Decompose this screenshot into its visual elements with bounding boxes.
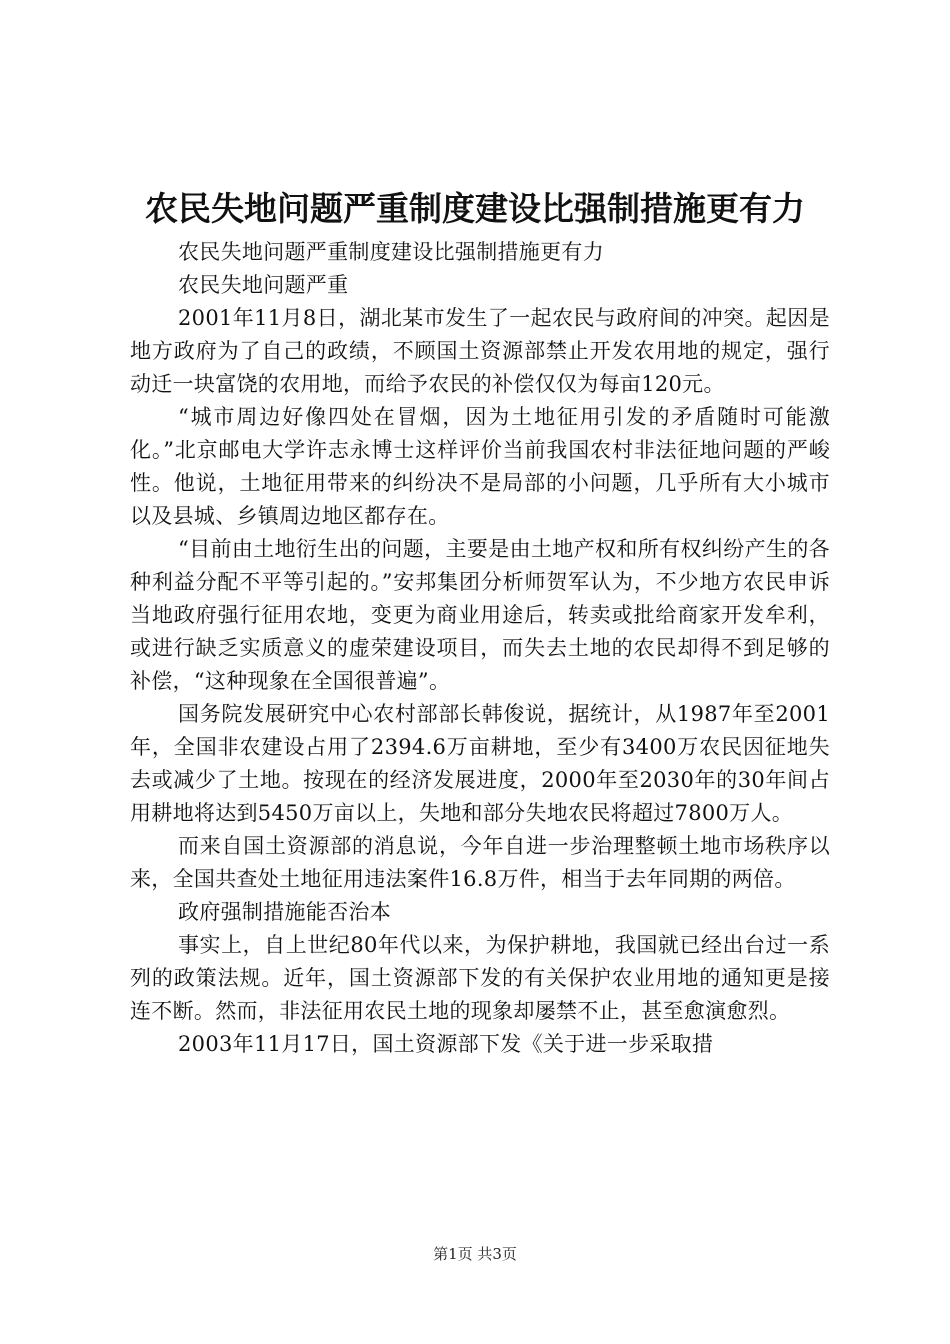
paragraph: 国务院发展研究中心农村部部长韩俊说，据统计，从1987年至2001年，全国非农建设占用了2394.6万亩耕地，至少有3400万农民因征地失去或减少了土地。按现在的经济发展进度，2000年至2030年的30年间占用耕地将达到5450万亩以上，失地和部分失地农民将超过7800万人。 <box>130 702 830 825</box>
document-body <box>130 236 830 1061</box>
page-footer: 第1页 共3页 <box>433 1245 517 1263</box>
paragraph: “城市周边好像四处在冒烟，因为土地征用引发的矛盾随时可能激化。”北京邮电大学许志永博士这样评价当前我国农村非法征地问题的严峻性。他说，土地征用带来的纠纷决不是局部的小问题，几乎所有大小城市以及县城、乡镇周边地区都存在。 <box>130 405 830 528</box>
document-title: 农民失地问题严重制度建设比强制措施更有力 <box>145 189 805 228</box>
paragraph: 2001年11月8日，湖北某市发生了一起农民与政府间的冲突。起因是地方政府为了自己的政绩，不顾国土资源部禁止开发农用地的规定，强行动迁一块富饶的农用地，而给予农民的补偿仅仅为每亩120元。 <box>130 306 830 396</box>
paragraph: 2003年11月17日，国土资源部下发《关于进一步采取措 <box>178 1032 714 1056</box>
paragraph: 事实上，自上世纪80年代以来，为保护耕地，我国就已经出台过一系列的政策法规。近年，国土资源部下发的有关保护农业用地的通知更是接连不断。然而，非法征用农民土地的现象却屡禁不止，甚至愈演愈烈。 <box>130 933 830 1023</box>
paragraph: 而来自国土资源部的消息说，今年自进一步治理整顿土地市场秩序以来，全国共查处土地征用违法案件16.8万件，相当于去年同期的两倍。 <box>130 834 830 891</box>
paragraph: 农民失地问题严重制度建设比强制措施更有力 <box>178 240 604 264</box>
section-heading: 政府强制措施能否治本 <box>178 900 391 924</box>
paragraph: “目前由土地衍生出的问题，主要是由土地产权和所有权纠纷产生的各种利益分配不平等引起的。”安邦集团分析师贺军认为，不少地方农民申诉当地政府强行征用农地，变更为商业用途后，转卖或批给商家开发牟利，或进行缺乏实质意义的虚荣建设项目，而失去土地的农民却得不到足够的补偿，“这种现象在全国很普遍”。 <box>130 537 830 693</box>
section-heading: 农民失地问题严重 <box>178 273 349 297</box>
